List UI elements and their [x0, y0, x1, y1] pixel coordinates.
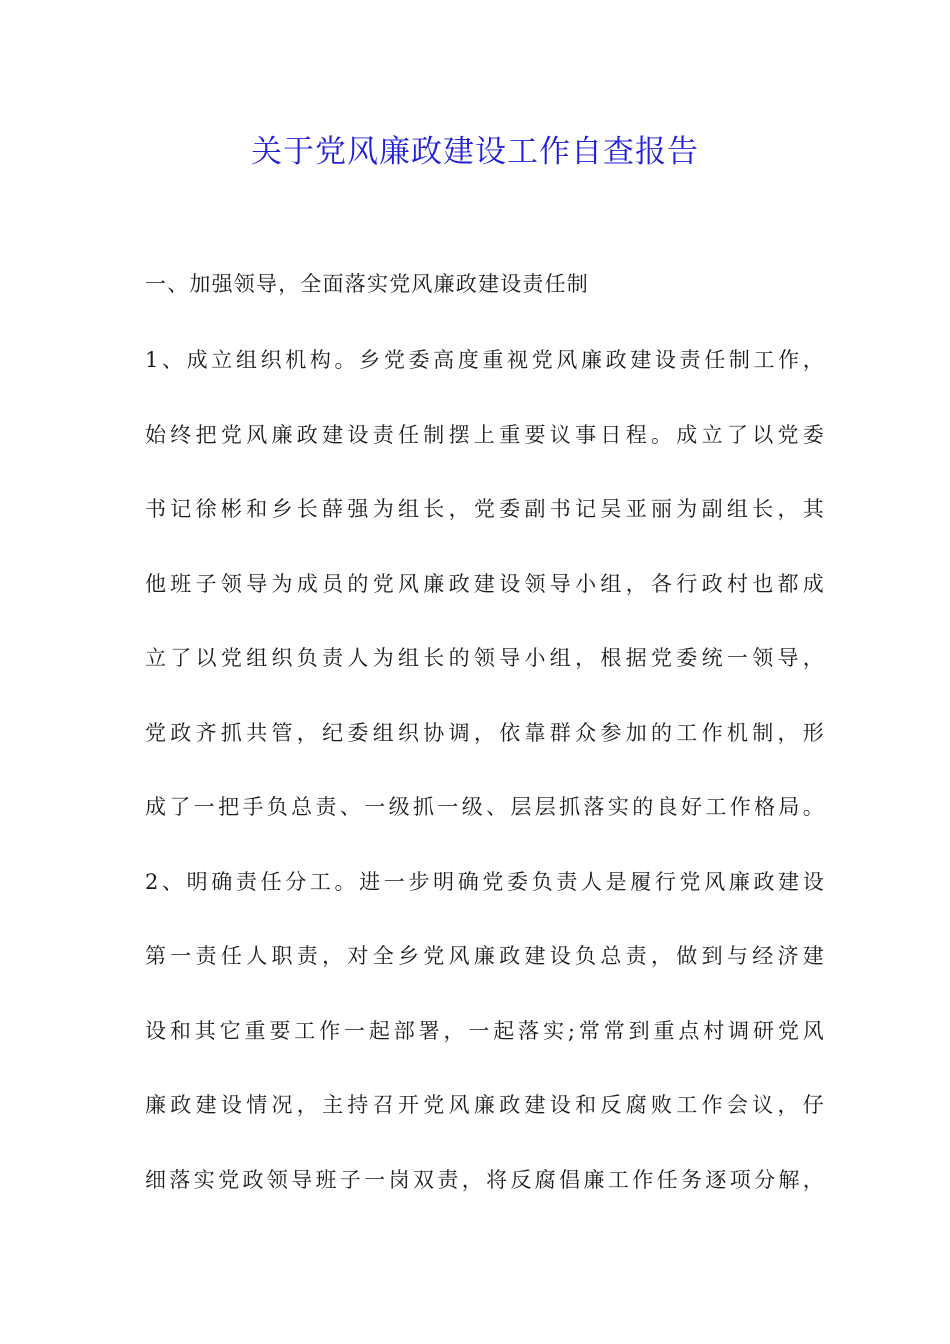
paragraph-line: 他班子领导为成员的党风廉政建设领导小组，各行政村也都成	[145, 572, 825, 596]
paragraph-line: 2、明确责任分工。进一步明确党委负责人是履行党风廉政建设	[145, 870, 825, 894]
document-title: 关于党风廉政建设工作自查报告	[251, 134, 699, 170]
paragraph-line: 设和其它重要工作一起部署，一起落实;常常到重点村调研党风	[145, 1019, 825, 1043]
section-heading: 一、加强领导，全面落实党风廉政建设责任制	[145, 272, 589, 296]
paragraph-line: 第一责任人职责，对全乡党风廉政建设负总责，做到与经济建	[145, 944, 825, 968]
paragraph-line: 成了一把手负总责、一级抓一级、层层抓落实的良好工作格局。	[145, 795, 825, 819]
paragraph-line: 立了以党组织负责人为组长的领导小组，根据党委统一领导，	[145, 646, 825, 670]
paragraph-line: 书记徐彬和乡长薛强为组长，党委副书记吴亚丽为副组长，其	[145, 497, 825, 521]
paragraph-line: 始终把党风廉政建设责任制摆上重要议事日程。成立了以党委	[145, 423, 825, 447]
paragraph-line: 廉政建设情况，主持召开党风廉政建设和反腐败工作会议，仔	[145, 1093, 825, 1117]
paragraph-line: 1、成立组织机构。乡党委高度重视党风廉政建设责任制工作，	[145, 348, 825, 372]
paragraph-line: 党政齐抓共管，纪委组织协调，依靠群众参加的工作机制，形	[145, 721, 825, 745]
paragraph-line: 细落实党政领导班子一岗双责，将反腐倡廉工作任务逐项分解，	[145, 1168, 825, 1192]
